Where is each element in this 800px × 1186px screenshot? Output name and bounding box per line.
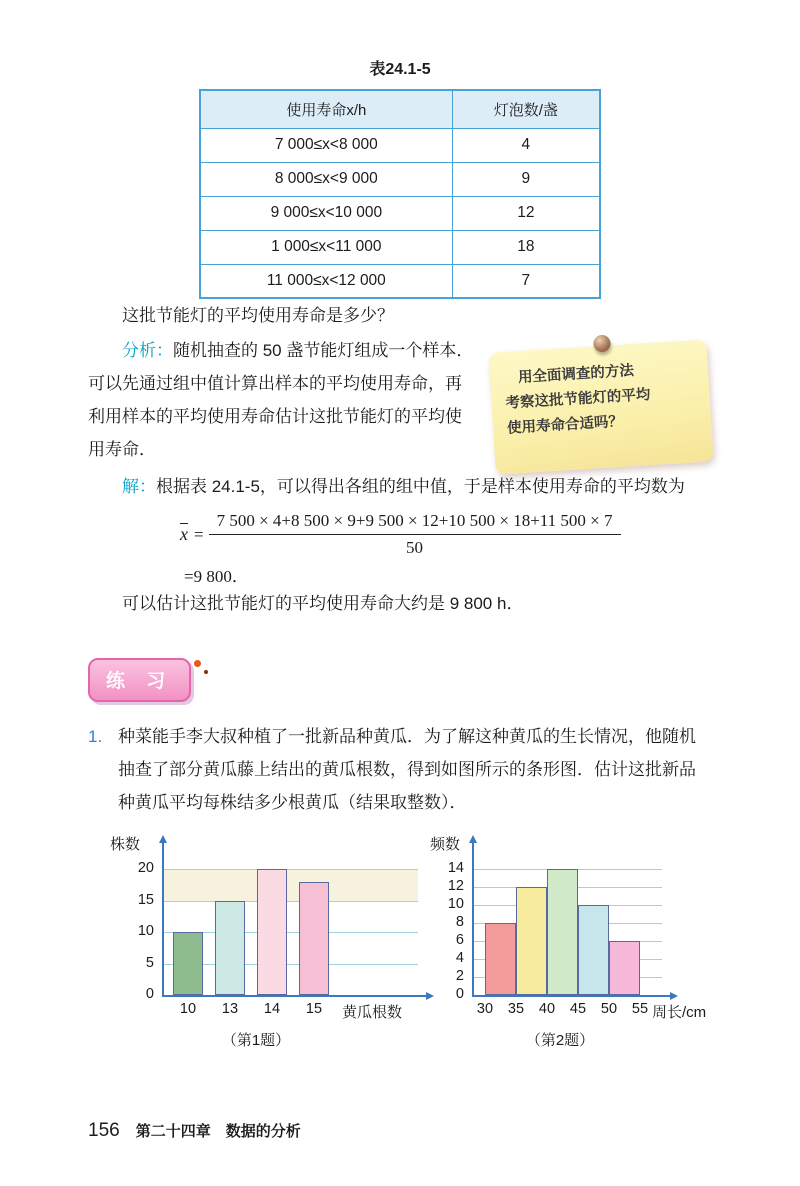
table-row — [200, 264, 600, 298]
table-header-lifespan: 使用寿命x/h — [200, 90, 452, 128]
x-axis-title: 黄瓜根数 — [342, 1004, 403, 1021]
chapter-title: 第二十四章 数据的分析 — [135, 1123, 301, 1140]
bar — [299, 882, 329, 995]
table-cell: 9 — [452, 162, 600, 196]
sticky-note — [492, 338, 712, 468]
y-axis-arrow — [159, 835, 167, 843]
y-tick-label: 6 — [455, 932, 464, 948]
exercise-number: 1. — [88, 727, 103, 746]
table-row — [200, 230, 600, 264]
fraction-denominator: 50 — [406, 538, 424, 557]
bar — [578, 905, 609, 995]
x-tick-label: 10 — [179, 1001, 197, 1017]
bar — [257, 869, 287, 995]
practice-badge: 练 习 — [88, 658, 191, 702]
analysis-section — [88, 334, 712, 470]
y-tick-label: 12 — [447, 878, 464, 894]
analysis-label: 分析： — [122, 341, 173, 360]
bar — [485, 923, 516, 995]
x-tick-label: 40 — [538, 1001, 556, 1017]
y-axis — [472, 841, 474, 995]
y-tick-label: 20 — [137, 860, 154, 876]
sticky-note-line: 考察这批节能灯的平均 — [505, 386, 651, 412]
solution-text: 根据表 24.1-5，可以得出各组的组中值，于是样本使用寿命的平均数为 — [156, 477, 685, 496]
x-tick-label: 15 — [305, 1001, 323, 1017]
x-axis-arrow — [426, 992, 434, 1000]
table-row — [200, 196, 600, 230]
x-axis-title: 周长/cm — [652, 1004, 707, 1021]
bar — [547, 869, 578, 995]
pin-icon — [594, 335, 611, 352]
table-row — [200, 162, 600, 196]
y-axis-title: 株数 — [110, 836, 141, 853]
bar — [516, 887, 547, 995]
y-tick-label: 8 — [455, 914, 464, 930]
gridline — [163, 901, 418, 902]
solution-paragraph — [88, 470, 712, 503]
mean-formula — [178, 511, 712, 558]
table-title: 表24.1-5 — [369, 61, 431, 78]
table-header-count: 灯泡数/盏 — [452, 90, 600, 128]
y-tick-label: 4 — [455, 950, 464, 966]
x-axis-arrow — [670, 992, 678, 1000]
charts-row — [88, 835, 712, 1053]
x-bar-symbol: x — [180, 524, 188, 544]
x-tick-label: 30 — [476, 1001, 494, 1017]
solution-label: 解： — [122, 477, 156, 496]
x-tick-label: 35 — [507, 1001, 525, 1017]
practice-header — [88, 658, 712, 704]
x-tick-label: 13 — [221, 1001, 239, 1017]
equals-sign: = — [194, 524, 204, 544]
y-tick-label: 14 — [447, 860, 464, 876]
highlight-band — [163, 869, 418, 901]
sticky-note-line: 使用寿命合适吗？ — [506, 413, 624, 437]
bar — [173, 932, 203, 995]
table-row — [200, 128, 600, 162]
formula-result: =9 800． — [184, 567, 249, 586]
y-tick-label: 0 — [455, 986, 464, 1002]
table-cell: 1 000≤x<11 000 — [200, 230, 452, 264]
table-cell: 7 000≤x<8 000 — [200, 128, 452, 162]
lifespan-table — [199, 89, 601, 299]
textbook-page — [0, 56, 800, 1186]
table-cell: 9 000≤x<10 000 — [200, 196, 452, 230]
table-cell: 8 000≤x<9 000 — [200, 162, 452, 196]
y-tick-label: 10 — [137, 923, 154, 939]
exercise-1 — [88, 720, 712, 819]
y-axis — [162, 841, 164, 995]
table-cell: 7 — [452, 264, 600, 298]
x-axis — [472, 995, 670, 997]
fraction-numerator: 7 500 × 4+8 500 × 9+9 500 × 12+10 500 × 18+11 500 × 7 — [209, 511, 621, 535]
table-cell: 12 — [452, 196, 600, 230]
chart-caption: （第2题） — [525, 1032, 595, 1049]
x-axis — [162, 995, 426, 997]
y-tick-label: 10 — [447, 896, 464, 912]
sticky-note-text — [488, 339, 713, 474]
table-header-row — [200, 90, 600, 128]
y-tick-label: 5 — [145, 954, 154, 971]
chart-caption: （第1题） — [221, 1032, 291, 1049]
life-table-body — [200, 128, 600, 298]
sticky-note-line: 用全面调查的方法 — [517, 362, 635, 386]
y-axis-arrow — [469, 835, 477, 843]
histogram-perimeter — [430, 835, 730, 1053]
bar-chart-cucumber — [96, 835, 456, 1053]
conclusion-text: 可以估计这批节能灯的平均使用寿命大约是 9 800 h． — [122, 594, 524, 613]
bar — [215, 901, 245, 996]
page-footer — [88, 1120, 301, 1142]
analysis-text: 随机抽查的 50 盏节能灯组成一个样本．可以先通过组中值计算出样本的平均使用寿命，再利用样本的平均使用寿命估计这批节能灯的平均使用寿命． — [88, 341, 474, 459]
bar — [609, 941, 640, 995]
y-tick-label: 2 — [455, 968, 464, 984]
x-tick-label: 55 — [631, 1001, 649, 1017]
table-cell: 4 — [452, 128, 600, 162]
fraction — [209, 511, 621, 558]
x-tick-label: 14 — [263, 1001, 281, 1017]
table-cell: 18 — [452, 230, 600, 264]
question-text: 这批节能灯的平均使用寿命是多少？ — [122, 306, 394, 325]
exercise-text: 种菜能手李大叔种植了一批新品种黄瓜．为了解这种黄瓜的生长情况，他随机抽查了部分黄瓜藤上结出的黄瓜根数，得到如图所示的条形图．估计这批新品种黄瓜平均每株结多少根黄瓜（结果取整数）． — [118, 727, 696, 812]
table-cell: 11 000≤x<12 000 — [200, 264, 452, 298]
x-tick-label: 45 — [569, 1001, 587, 1017]
y-tick-label: 15 — [137, 891, 154, 908]
x-tick-label: 50 — [600, 1001, 618, 1017]
decoration-dots-icon — [192, 658, 218, 684]
page-number: 156 — [88, 1120, 120, 1141]
gridline — [163, 869, 418, 870]
y-tick-label: 0 — [145, 986, 154, 1002]
y-axis-title: 频数 — [430, 836, 461, 853]
